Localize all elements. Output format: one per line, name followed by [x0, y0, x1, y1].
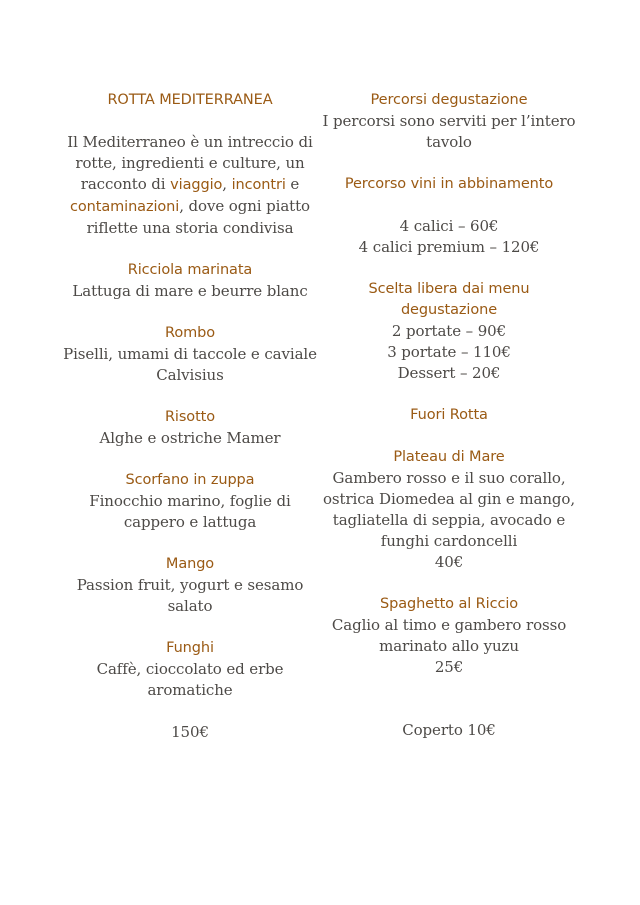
dish-description: aromatiche	[147, 681, 233, 699]
section-heading: degustazione	[400, 302, 498, 318]
dish-mango	[60, 554, 320, 617]
menu-price: 150€	[171, 723, 209, 741]
dish-description: salato	[167, 597, 213, 615]
dish-risotto	[60, 407, 320, 449]
dish-description: Calvisius	[156, 366, 224, 384]
price-option: 2 portate – 90€	[391, 322, 507, 340]
keyword-viaggio: viaggio	[170, 177, 223, 193]
free-choice	[322, 279, 576, 384]
dish-name: Spaghetto al Riccio	[379, 596, 519, 612]
dish-description: Passion fruit, yogurt e sesamo	[76, 576, 304, 594]
dish-name: Plateau di Mare	[393, 449, 505, 465]
wine-pairing	[322, 174, 576, 258]
dish-ricciola	[60, 260, 320, 302]
dish-description: ostrica Diomedea al gin e mango,	[323, 490, 575, 508]
dish-name: Ricciola marinata	[127, 262, 253, 278]
dish-description: tagliatella di seppia, avocado e	[332, 511, 566, 529]
dish-price: 40€	[434, 553, 464, 571]
section-heading: Percorso vini in abbinamento	[344, 176, 554, 192]
dish-description: funghi cardoncelli	[380, 532, 518, 550]
dish-name: Rombo	[165, 325, 215, 341]
dish-name: Funghi	[166, 640, 214, 656]
dish-description: Gambero rosso e il suo corallo,	[332, 469, 566, 487]
dish-description: Caglio al timo e gambero rosso	[331, 616, 567, 634]
dish-scorfano	[60, 470, 320, 533]
keyword-incontri: incontri	[231, 177, 286, 193]
keyword-contaminazioni: contaminazioni	[70, 199, 180, 215]
section-heading: Scelta libera dai menu	[368, 281, 530, 297]
dish-description: Alghe e ostriche Mamer	[99, 429, 281, 447]
dish-name: Mango	[165, 556, 215, 572]
price-option: 4 calici – 60€	[399, 217, 499, 235]
dish-name: Risotto	[164, 409, 216, 425]
dish-description: Lattuga di mare e beurre blanc	[72, 282, 308, 300]
price-option: 3 portate – 110€	[387, 343, 511, 361]
cover-charge: Coperto 10€	[402, 721, 496, 739]
price-option: 4 calici premium – 120€	[358, 238, 540, 256]
dish-description: cappero e lattuga	[123, 513, 257, 531]
tasting-paths: Percorsi degustazione I percorsi sono serviti per l’intero tavolo	[322, 92, 576, 151]
dish-name: Scorfano in zuppa	[125, 472, 255, 488]
dish-rombo	[60, 323, 320, 386]
info-column	[322, 90, 576, 741]
dish-description: Finocchio marino, foglie di	[89, 492, 291, 510]
off-route-heading: Fuori Rotta	[410, 407, 488, 423]
dish-description: marinato allo yuzu	[379, 637, 519, 655]
tasting-menu-column	[60, 90, 320, 743]
price-option: Dessert – 20€	[397, 364, 501, 382]
intro-text: Il Mediterraneo è un intreccio di rotte, ingredienti e culture, un racconto di viaggio, incontri e contaminazioni, dove ogni piatto riflette una storia condivisa	[67, 133, 313, 237]
section-heading: Percorsi degustazione	[370, 92, 528, 108]
dish-spaghetto	[322, 594, 576, 678]
section-title: ROTTA MEDITERRANEA	[107, 92, 273, 108]
dish-price: 25€	[434, 658, 464, 676]
dish-description: Piselli, umami di taccole e caviale	[63, 345, 317, 363]
dish-funghi	[60, 638, 320, 701]
dish-description: Caffè, cioccolato ed erbe	[96, 660, 284, 678]
dish-plateau	[322, 447, 576, 573]
